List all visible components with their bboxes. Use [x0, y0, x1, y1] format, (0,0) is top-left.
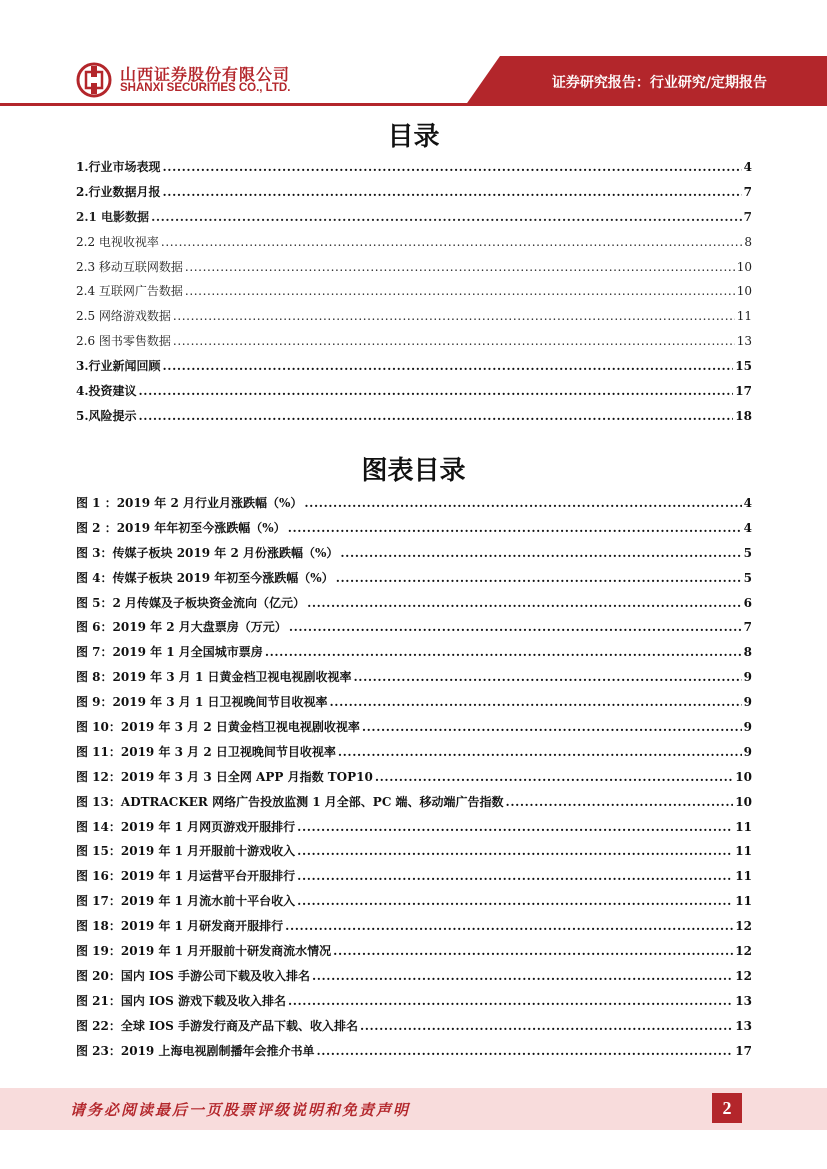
figure-entry-page: 6	[743, 595, 752, 610]
figure-entry[interactable]	[76, 967, 752, 992]
page-number: 2	[712, 1093, 742, 1123]
figure-entry-page: 9	[743, 670, 752, 685]
report-type-label: 证券研究报告：行业研究/定期报告	[551, 75, 767, 91]
page-header	[0, 0, 827, 108]
dot-leader	[312, 969, 733, 983]
toc-entry-label: 2.1 电影数据	[76, 209, 150, 224]
dot-leader	[316, 1044, 733, 1058]
company-name-en: SHANXI SECURITIES CO., LTD.	[120, 82, 291, 94]
company-name-cn: 山西证券股份有限公司	[120, 65, 291, 84]
figure-entry-page: 9	[743, 720, 752, 735]
toc-entry[interactable]	[76, 208, 752, 233]
figure-list-title: 图表目录	[361, 456, 466, 486]
figure-entry-label: 图 20：国内 IOS 手游公司下载及收入排名	[76, 968, 310, 983]
figure-entry-page: 9	[743, 744, 752, 759]
toc-entry-page: 4	[743, 160, 752, 174]
toc-entry-page: 18	[735, 408, 752, 423]
toc-entry-label: 2.3 移动互联网数据	[76, 259, 183, 274]
figure-entry-label: 图 15：2019 年 1 月开服前十游戏收入	[76, 844, 296, 859]
toc-entry-label: 2.4 互联网广告数据	[76, 284, 183, 299]
figure-list	[76, 494, 752, 1066]
toc-entry-label: 4.投资建议	[76, 384, 137, 399]
dot-leader	[338, 745, 742, 759]
figure-entry-label: 图 21：国内 IOS 游戏下载及收入排名	[76, 993, 286, 1008]
figure-entry-label: 图 9：2019 年 3 月 1 日卫视晚间节目收视率	[76, 695, 328, 710]
figure-entry[interactable]	[76, 1017, 752, 1042]
figure-entry-label: 图 8：2019 年 3 月 1 日黄金档卫视电视剧收视率	[76, 670, 352, 685]
dot-leader	[340, 546, 741, 560]
toc-entry-label: 2.2 电视收视率	[76, 234, 159, 249]
toc-entry-page: 13	[736, 334, 752, 349]
figure-entry-label: 图 11：2019 年 3 月 2 日卫视晚间节目收视率	[76, 744, 336, 759]
figure-entry-page: 12	[735, 968, 752, 983]
dot-leader	[297, 869, 733, 883]
toc-entry-page: 7	[743, 209, 752, 224]
toc-entry-label: 2.行业数据月报	[76, 184, 161, 199]
figure-entry-label: 图 17：2019 年 1 月流水前十平台收入	[76, 894, 296, 909]
figure-entry-label: 图 16：2019 年 1 月运营平台开服排行	[76, 869, 296, 884]
toc-entry[interactable]	[76, 307, 752, 332]
dot-leader	[139, 409, 734, 423]
figure-entry[interactable]	[76, 494, 752, 519]
toc-entry[interactable]	[76, 382, 752, 407]
dot-leader	[285, 919, 733, 933]
figure-entry-page: 4	[743, 520, 752, 535]
figure-entry[interactable]	[76, 917, 752, 942]
figure-entry-label: 图 3：传媒子板块 2019 年 2 月份涨跌幅（%）	[76, 545, 339, 560]
figure-entry[interactable]	[76, 693, 752, 718]
toc-entry-page: 15	[735, 359, 752, 374]
figure-entry-page: 11	[735, 819, 752, 834]
figure-entry[interactable]	[76, 569, 752, 594]
figure-entry[interactable]	[76, 818, 752, 843]
dot-leader	[360, 1019, 733, 1033]
dot-leader	[173, 309, 735, 323]
dot-leader	[362, 720, 742, 734]
toc-entry-label: 1.行业市场表现	[76, 160, 161, 174]
figure-entry-page: 10	[735, 769, 752, 784]
shanxi-securities-logo-icon	[76, 62, 112, 98]
dot-leader	[297, 894, 733, 908]
toc-entry-label: 5.风险提示	[76, 408, 137, 423]
figure-entry[interactable]	[76, 743, 752, 768]
dot-leader	[333, 944, 733, 958]
dot-leader	[506, 795, 734, 809]
figure-entry-label: 图 18：2019 年 1 月研发商开服排行	[76, 919, 284, 934]
toc-entry-label: 3.行业新闻回顾	[76, 359, 161, 374]
toc-entry-page: 10	[736, 259, 752, 274]
dot-leader	[139, 384, 734, 398]
toc-entry[interactable]	[76, 233, 752, 258]
dot-leader	[161, 235, 742, 249]
toc-entry[interactable]	[76, 258, 752, 283]
toc-entry-page: 7	[743, 184, 752, 199]
figure-entry-page: 17	[735, 1043, 752, 1058]
dot-leader	[163, 185, 742, 199]
figure-entry-page: 8	[743, 645, 752, 660]
figure-entry[interactable]	[76, 842, 752, 867]
figure-entry-label: 图 22：全球 IOS 手游发行商及产品下载、收入排名	[76, 1018, 358, 1033]
figure-entry[interactable]	[76, 1042, 752, 1067]
figure-entry-page: 5	[743, 545, 752, 560]
figure-entry-page: 9	[743, 695, 752, 710]
dot-leader	[375, 770, 733, 784]
toc-entry[interactable]	[76, 158, 752, 183]
figure-entry-label: 图 14：2019 年 1 月网页游戏开服排行	[76, 819, 296, 834]
figure-entry-label: 图 7：2019 年 1 月全国城市票房	[76, 645, 263, 660]
dot-leader	[185, 260, 735, 274]
figure-entry-page: 13	[735, 993, 752, 1008]
toc-entry[interactable]	[76, 332, 752, 357]
figure-entry-page: 10	[735, 794, 752, 809]
dot-leader	[151, 210, 742, 224]
dot-leader	[288, 521, 742, 535]
figure-entry-label: 图 12：2019 年 3 月 3 日全网 APP 月指数 TOP10	[76, 769, 373, 784]
figure-entry-page: 11	[735, 844, 752, 859]
dot-leader	[354, 670, 742, 684]
figure-entry-label: 图 4：传媒子板块 2019 年初至今涨跌幅（%）	[76, 570, 334, 585]
figure-entry-page: 13	[735, 1018, 752, 1033]
figure-entry[interactable]	[76, 867, 752, 892]
figure-entry-page: 4	[743, 496, 752, 510]
figure-entry-label: 图 10：2019 年 3 月 2 日黄金档卫视电视剧收视率	[76, 720, 360, 735]
toc-entry[interactable]	[76, 407, 752, 432]
dot-leader	[288, 994, 733, 1008]
figure-entry[interactable]	[76, 643, 752, 668]
figure-entry-label: 图 2 ：2019 年年初至今涨跌幅（%）	[76, 520, 286, 535]
toc-entry[interactable]	[76, 357, 752, 382]
toc-title: 目录	[387, 122, 440, 152]
figure-entry-page: 11	[735, 869, 752, 884]
toc-entry-page: 10	[736, 284, 752, 299]
dot-leader	[265, 645, 742, 659]
dot-leader	[163, 160, 742, 174]
dot-leader	[185, 284, 735, 298]
figure-entry-page: 5	[743, 570, 752, 585]
figure-entry-label: 图 1 ：2019 年 2 月行业月涨跌幅（%）	[76, 496, 303, 510]
figure-entry[interactable]	[76, 892, 752, 917]
figure-entry-label: 图 6：2019 年 2 月大盘票房（万元）	[76, 620, 287, 635]
toc-list	[76, 158, 752, 432]
dot-leader	[297, 820, 733, 834]
figure-entry-label: 图 5：2 月传媒及子板块资金流向（亿元）	[76, 595, 306, 610]
dot-leader	[330, 695, 742, 709]
dot-leader	[307, 596, 742, 610]
toc-entry-label: 2.5 网络游戏数据	[76, 309, 171, 324]
figure-entry-page: 11	[735, 894, 752, 909]
figure-entry-label: 图 19：2019 年 1 月开服前十研发商流水情况	[76, 944, 332, 959]
figure-entry[interactable]	[76, 594, 752, 619]
footer-disclaimer: 请务必阅读最后一页股票评级说明和免责声明	[70, 1101, 411, 1119]
figure-entry-page: 7	[743, 620, 752, 635]
figure-entry[interactable]	[76, 793, 752, 818]
toc-entry[interactable]	[76, 183, 752, 208]
toc-entry-page: 8	[744, 234, 752, 249]
dot-leader	[173, 334, 735, 348]
dot-leader	[336, 571, 742, 585]
toc-entry-label: 2.6 图书零售数据	[76, 334, 171, 349]
figure-entry-label: 图 23：2019 上海电视剧制播年会推介书单	[76, 1043, 315, 1058]
toc-entry[interactable]	[76, 282, 752, 307]
figure-entry[interactable]	[76, 544, 752, 569]
figure-entry[interactable]	[76, 992, 752, 1017]
dot-leader	[289, 620, 742, 634]
toc-entry-page: 11	[736, 309, 752, 324]
figure-entry[interactable]	[76, 942, 752, 967]
figure-entry-page: 12	[735, 944, 752, 959]
toc-entry-page: 17	[735, 384, 752, 399]
figure-entry[interactable]	[76, 768, 752, 793]
figure-entry[interactable]	[76, 519, 752, 544]
figure-entry[interactable]	[76, 618, 752, 643]
figure-entry[interactable]	[76, 718, 752, 743]
dot-leader	[163, 359, 734, 373]
figure-entry-label: 图 13：ADTRACKER 网络广告投放监测 1 月全部、PC 端、移动端广告指数	[76, 794, 504, 809]
dot-leader	[304, 496, 741, 510]
figure-entry[interactable]	[76, 668, 752, 693]
dot-leader	[297, 844, 733, 858]
figure-entry-page: 12	[735, 919, 752, 934]
